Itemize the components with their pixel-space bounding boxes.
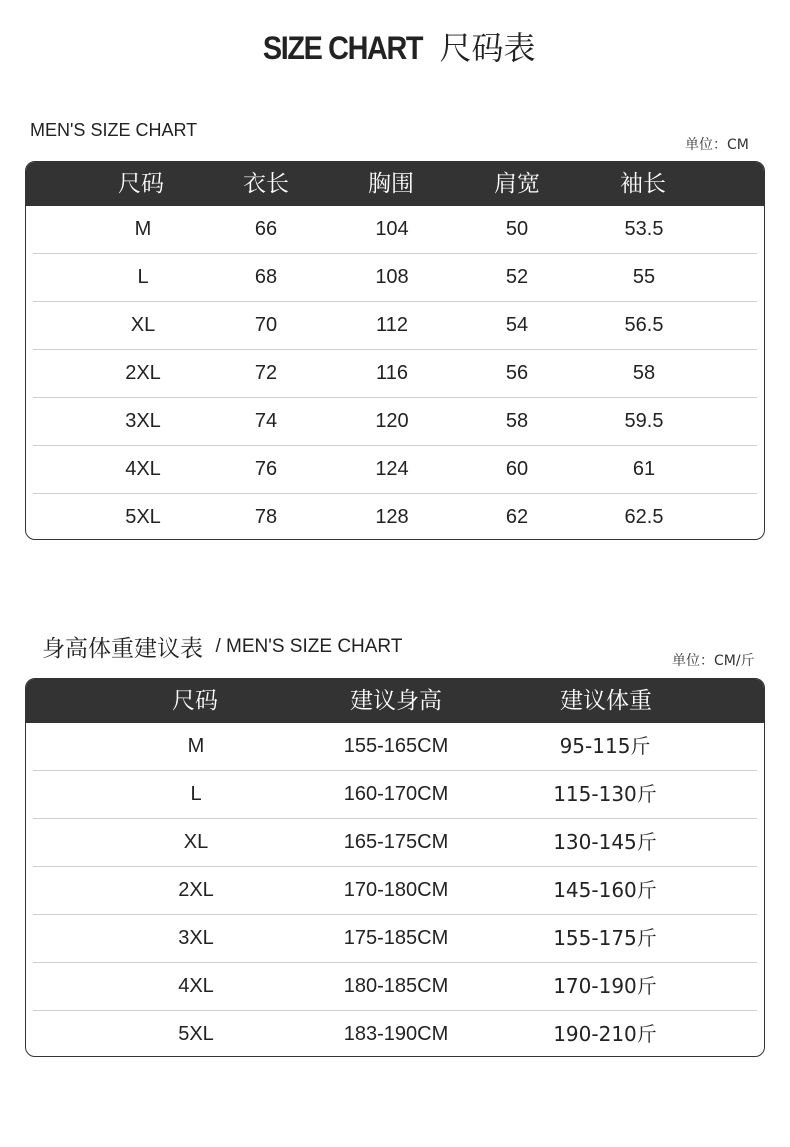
size-chart-row xyxy=(33,206,757,254)
size-chart-cell: 72 xyxy=(254,362,278,384)
recommendation-chart-cell: 170-190斤 xyxy=(553,974,657,998)
recommendation-chart-cell: 165-175CM xyxy=(343,831,449,853)
size-chart-row xyxy=(33,446,757,494)
size-chart-row xyxy=(33,398,757,446)
size-chart-cell: 108 xyxy=(375,266,409,288)
recommendation-chart-cell: 130-145斤 xyxy=(553,830,657,854)
recommendation-chart-cell: 115-130斤 xyxy=(553,782,657,806)
recommendation-chart-header-row xyxy=(26,679,764,723)
recommendation-chart-cell: M xyxy=(187,735,205,757)
recommendation-chart-row xyxy=(33,723,757,771)
recommendation-chart-cell: L xyxy=(190,783,202,805)
size-chart-cell: 53.5 xyxy=(624,218,664,240)
recommendation-chart-row xyxy=(33,915,757,963)
recommendation-chart-label-en: / MEN'S SIZE CHART xyxy=(215,635,403,657)
size-chart-cell: 70 xyxy=(254,314,278,336)
size-chart-header-sleeve: 袖长 xyxy=(620,171,666,197)
recommendation-chart-table xyxy=(25,678,765,1057)
size-chart-cell: 54 xyxy=(505,314,529,336)
recommendation-chart-cell: 2XL xyxy=(178,879,214,901)
size-chart-cell: 62 xyxy=(505,506,529,528)
recommendation-chart-header-height: 建议身高 xyxy=(350,688,442,714)
size-chart-cell: 58 xyxy=(632,362,656,384)
size-chart-cell: 104 xyxy=(375,218,409,240)
size-chart-cell: 62.5 xyxy=(624,506,664,528)
size-chart-cell: 78 xyxy=(254,506,278,528)
recommendation-chart-cell: 183-190CM xyxy=(343,1023,449,1045)
recommendation-chart-header-size: 尺码 xyxy=(172,688,218,714)
size-chart-row xyxy=(33,350,757,398)
size-chart-cell: 60 xyxy=(505,458,529,480)
recommendation-chart-cell: 170-180CM xyxy=(343,879,449,901)
size-chart-cell: 76 xyxy=(254,458,278,480)
size-chart-header-size: 尺码 xyxy=(118,171,164,197)
recommendation-chart-cell: 190-210斤 xyxy=(553,1022,657,1046)
recommendation-chart-cell: 180-185CM xyxy=(343,975,449,997)
recommendation-chart-unit: 单位：CM/斤 xyxy=(672,653,755,669)
recommendation-chart-label xyxy=(42,630,402,663)
page-title xyxy=(0,26,790,70)
recommendation-chart-label-cn: 身高体重建议表 xyxy=(42,636,203,662)
size-chart-row xyxy=(33,254,757,302)
size-chart-unit: 单位：CM xyxy=(685,137,749,153)
size-chart-cell: 59.5 xyxy=(624,410,664,432)
size-chart-cell: 55 xyxy=(632,266,656,288)
size-chart-cell: 56 xyxy=(505,362,529,384)
size-chart-cell: 5XL xyxy=(125,506,161,528)
recommendation-chart-cell: 4XL xyxy=(178,975,214,997)
recommendation-chart-cell: 155-165CM xyxy=(343,735,449,757)
recommendation-chart-cell: 5XL xyxy=(178,1023,214,1045)
page-title-cn: 尺码表 xyxy=(439,29,536,67)
recommendation-chart-cell: 145-160斤 xyxy=(553,878,657,902)
page-title-en: SIZE CHART xyxy=(263,30,423,66)
recommendation-chart-row xyxy=(33,867,757,915)
size-chart-cell: 74 xyxy=(254,410,278,432)
recommendation-chart-cell: 155-175斤 xyxy=(553,926,657,950)
size-chart-cell: 112 xyxy=(376,314,408,336)
size-chart-row xyxy=(33,494,757,540)
size-chart-cell: 124 xyxy=(375,458,409,480)
size-chart-cell: 116 xyxy=(376,362,408,384)
size-chart-cell: L xyxy=(137,266,149,288)
size-chart-cell: 120 xyxy=(375,410,409,432)
recommendation-chart-cell: 95-115斤 xyxy=(559,734,651,758)
size-chart-cell: 3XL xyxy=(125,410,161,432)
size-chart-cell: 4XL xyxy=(125,458,161,480)
size-chart-cell: 66 xyxy=(254,218,278,240)
size-chart-cell: 52 xyxy=(505,266,529,288)
recommendation-chart-cell: 175-185CM xyxy=(343,927,449,949)
size-chart-header-chest: 胸围 xyxy=(368,171,414,197)
size-chart-cell: 128 xyxy=(375,506,409,528)
recommendation-chart-header-weight: 建议体重 xyxy=(560,688,652,714)
size-chart-cell: 50 xyxy=(505,218,529,240)
size-chart-cell: 58 xyxy=(505,410,529,432)
recommendation-chart-cell: 160-170CM xyxy=(343,783,449,805)
recommendation-chart-cell: XL xyxy=(183,831,209,853)
size-chart-header-row xyxy=(26,162,764,206)
size-chart-table xyxy=(25,161,765,540)
size-chart-row xyxy=(33,302,757,350)
recommendation-chart-row xyxy=(33,819,757,867)
recommendation-chart-row xyxy=(33,1011,757,1057)
size-chart-header-shoulder: 肩宽 xyxy=(494,171,540,197)
size-chart-header-length: 衣长 xyxy=(243,171,289,197)
size-chart-cell: M xyxy=(134,218,152,240)
size-chart-label: MEN'S SIZE CHART xyxy=(30,120,198,140)
recommendation-chart-cell: 3XL xyxy=(178,927,214,949)
size-chart-cell: 56.5 xyxy=(624,314,664,336)
recommendation-chart-row xyxy=(33,771,757,819)
size-chart-cell: 68 xyxy=(254,266,278,288)
recommendation-chart-row xyxy=(33,963,757,1011)
size-chart-cell: 61 xyxy=(632,458,656,480)
size-chart-cell: XL xyxy=(130,314,156,336)
size-chart-cell: 2XL xyxy=(125,362,161,384)
